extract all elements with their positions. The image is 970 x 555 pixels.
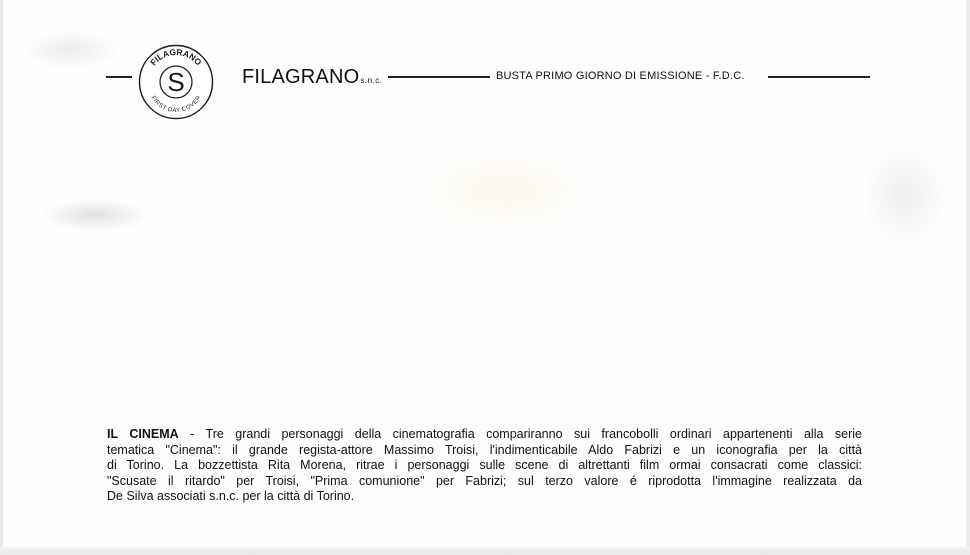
brand-name-text: FILAGRANO xyxy=(242,66,360,88)
description-heading: IL CINEMA xyxy=(107,427,179,441)
paper-smudge xyxy=(40,198,150,232)
brand-suffix: s.n.c. xyxy=(360,76,383,85)
envelope-bottom-edge xyxy=(0,547,970,555)
brand-name xyxy=(242,66,383,89)
filagrano-seal-logo xyxy=(138,44,214,120)
seal-bottom-text: FIRST DAY COVER xyxy=(149,95,203,115)
description-line: di Torino. La bozzettista Rita Morena, ritrae i personaggi sulle scene di altrettanti film ormai consacrati come classici: xyxy=(107,458,862,473)
header-rule-middle xyxy=(388,76,490,78)
paper-smudge xyxy=(860,140,950,250)
envelope-left-edge xyxy=(0,0,3,555)
header-rule-left xyxy=(106,76,132,78)
cinema-description xyxy=(107,427,862,505)
description-line: tematica "Cinema": il grande regista-attore Massimo Troisi, l'indimenticabile Aldo Fabrizi e un iconografia per la città xyxy=(107,442,862,457)
description-line: "Scusate il ritardo" per Troisi, "Prima comunione" per Fabrizi; sul terzo valore é riprodotta l'immagine realizzata da xyxy=(107,473,862,488)
header-rule-right xyxy=(768,76,870,78)
fdc-label: BUSTA PRIMO GIORNO DI EMISSIONE - F.D.C. xyxy=(496,70,745,82)
show-through-print xyxy=(420,150,590,230)
envelope-right-edge xyxy=(966,0,970,555)
seal-top-text: FILAGRANO xyxy=(148,46,204,68)
description-line: De Silva associati s.n.c. per la città di Torino. xyxy=(107,489,355,504)
paper-smudge xyxy=(20,30,120,70)
seal-letter: S xyxy=(167,67,185,97)
description-line xyxy=(107,427,862,443)
description-line-text: - Tre grandi personaggi della cinematografia compariranno sui francobolli ordinari appartenenti alla serie xyxy=(190,427,862,441)
